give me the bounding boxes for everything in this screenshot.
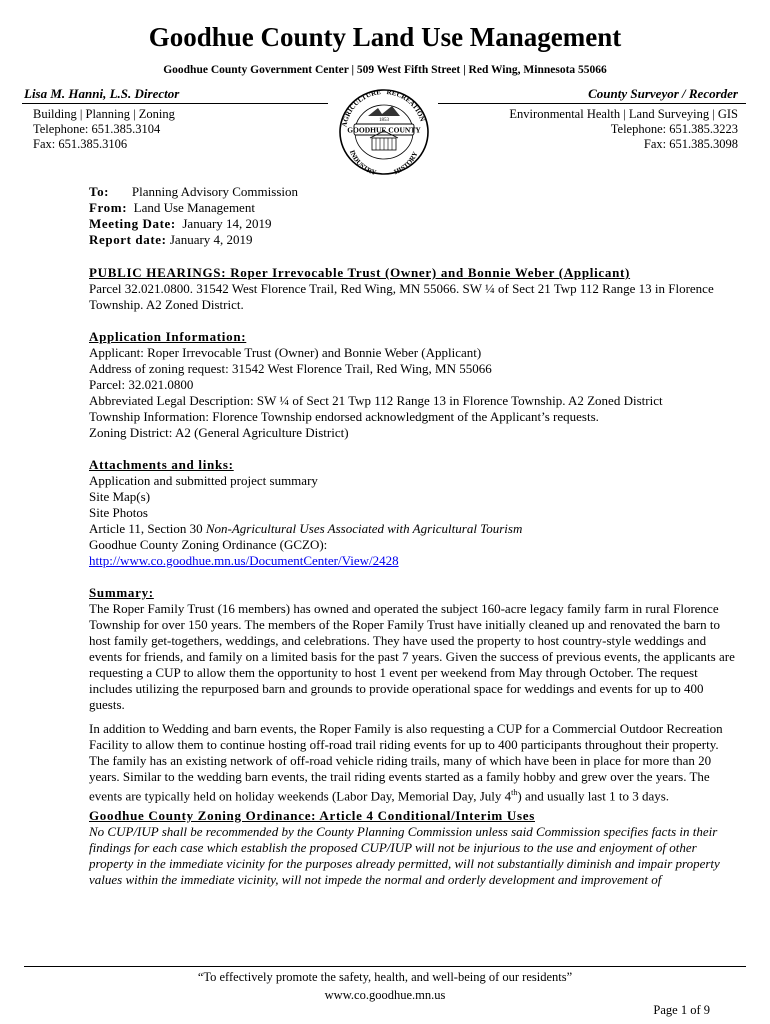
- summary-paragraph-2-end: ) and usually last 1 to 3 days.: [517, 788, 670, 804]
- ordinance-heading: Goodhue County Zoning Ordinance: Article 4 Conditional/Interim Uses: [89, 808, 535, 824]
- header-divider-right: [438, 103, 746, 104]
- address-line: Goodhue County Government Center | 509 West Fifth Street | Red Wing, Minnesota 55066: [163, 64, 607, 76]
- right-contact-block: [509, 107, 738, 152]
- seal-text-industry: INDUSTRY: [347, 149, 378, 176]
- ordinance-text: No CUP/IUP shall be recommended by the County Planning Commission unless said Commission specifies facts in their findings for each case which establish the proposed CUP/IUP will not be injurious to the use and enjoyment of other property in the immediate vicinity for the purposes already permitted, will not substantially diminish and impair property values within the immediate vicinity, will not impede the normal and orderly development and improvement of: [89, 824, 720, 888]
- ordinance-link[interactable]: http://www.co.goodhue.mn.us/DocumentCenter/View/2428: [89, 553, 399, 568]
- summary-heading: Summary:: [89, 585, 154, 600]
- application-parcel: Parcel: 32.021.0800: [89, 377, 194, 392]
- footer-url[interactable]: www.co.goodhue.mn.us: [324, 988, 446, 1002]
- seal-year: 1853: [379, 118, 389, 123]
- left-fax: Fax: 651.385.3106: [33, 137, 128, 151]
- seal-text-agriculture: AGRICULTURE: [340, 88, 382, 128]
- right-telephone: Telephone: 651.385.3223: [610, 122, 738, 136]
- seal-text-history: HISTORY: [392, 150, 420, 176]
- summary-paragraph-1: The Roper Family Trust (16 members) has owned and operated the subject 160-acre legacy family farm in rural Florence Township for over 150 years. The members of the Roper Family Trust have initially cleaned up and renovated the barn to host family get-togethers, weddings, and celebrations. They have used the property to host country-style weddings and events for friends, and family on a limited basis for the past 7 years. Given the success of previous events, the applicants are requesting a CUP to allow them the opportunity to host 1 event per weekend from May through October. The request includes utilizing the repurposed barn and grounds to provide operational space for weddings and events for up to 400 guests.: [89, 601, 735, 712]
- meeting-date-label: Meeting Date:: [89, 216, 176, 231]
- meeting-date-value: January 14, 2019: [182, 216, 272, 231]
- footer-motto: “To effectively promote the safety, health, and well-being of our residents”: [197, 970, 573, 984]
- seal-banner: GOODHUE COUNTY: [347, 125, 421, 135]
- application-legal: Abbreviated Legal Description: SW ¼ of Sect 21 Twp 112 Range 13 in Florence Township. A2 Zoned District: [89, 393, 663, 408]
- public-hearings-heading: PUBLIC HEARINGS: Roper Irrevocable Trust (Owner) and Bonnie Weber (Applicant): [89, 265, 631, 280]
- seal-text-recreation: RECREATION: [386, 88, 427, 123]
- surveyor-title: County Surveyor / Recorder: [588, 86, 738, 101]
- report-date-value: January 4, 2019: [169, 232, 253, 247]
- attachment-article: [89, 521, 741, 537]
- from-value: Land Use Management: [133, 200, 255, 215]
- from-label: From:: [89, 200, 128, 215]
- right-departments: Environmental Health | Land Surveying | GIS: [509, 107, 738, 121]
- left-telephone: Telephone: 651.385.3104: [33, 122, 161, 136]
- memo-block: [89, 184, 298, 248]
- svg-text:HISTORY: [393, 150, 420, 176]
- article-title: Non-Agricultural Uses Associated with Agricultural Tourism: [205, 521, 523, 536]
- left-contact-block: [33, 107, 175, 152]
- right-fax: Fax: 651.385.3098: [643, 137, 738, 151]
- summary-paragraph-2: [89, 721, 741, 804]
- application-applicant: Applicant: Roper Irrevocable Trust (Owner) and Bonnie Weber (Applicant): [89, 345, 482, 360]
- page-title: Goodhue County Land Use Management: [148, 22, 622, 52]
- svg-text:AGRICULTURE: [340, 88, 381, 128]
- summary-paragraph-2-text: In addition to Wedding and barn events, the Roper Family is also requesting a CUP for a Commercial Outdoor Recreation Facility to allow them to continue hosting off-road trail riding events for up to 400 participants throughout their property. The family has an existing network of off-road vehicle riding trails, many of which have been in place for more than 20 years. Similar to the wedding barn events, the trail riding events started as a family hobby and grew over the years. The events are typically held on holiday weekends (Labor Day, Memorial Day, July 4: [89, 721, 723, 804]
- report-date-label: Report date:: [89, 232, 167, 247]
- left-departments: Building | Planning | Zoning: [33, 107, 175, 121]
- application-zoning: Zoning District: A2 (General Agriculture District): [89, 425, 349, 440]
- county-seal-icon: [332, 86, 436, 176]
- application-heading: Application Information:: [89, 329, 247, 344]
- footer-divider: [24, 966, 746, 967]
- to-value: Planning Advisory Commission: [131, 184, 298, 199]
- attachment-item: Site Photos: [89, 505, 148, 520]
- application-township: Township Information: Florence Township endorsed acknowledgment of the Applicant’s requests.: [89, 409, 599, 424]
- svg-text:INDUSTRY: [348, 149, 377, 176]
- ordinance-label: Goodhue County Zoning Ordinance (GCZO):: [89, 537, 328, 552]
- attachment-item: Application and submitted project summary: [89, 473, 318, 488]
- report-body: [89, 265, 741, 888]
- superscript-th: th: [511, 788, 518, 797]
- page-number: Page 1 of 9: [653, 1003, 710, 1017]
- header-divider-left: [22, 103, 328, 104]
- attachment-item: Site Map(s): [89, 489, 151, 504]
- article-reference: Article 11, Section 30: [89, 521, 206, 536]
- director-name: Lisa M. Hanni, L.S. Director: [24, 86, 180, 101]
- attachments-heading: Attachments and links:: [89, 457, 234, 472]
- svg-text:RECREATION: [386, 88, 426, 123]
- public-hearings-text: Parcel 32.021.0800. 31542 West Florence Trail, Red Wing, MN 55066. SW ¼ of Sect 21 Twp 112 Range 13 in Florence Township. A2 Zoned District.: [89, 281, 714, 312]
- application-address: Address of zoning request: 31542 West Florence Trail, Red Wing, MN 55066: [89, 361, 492, 376]
- to-label: To:: [89, 184, 110, 199]
